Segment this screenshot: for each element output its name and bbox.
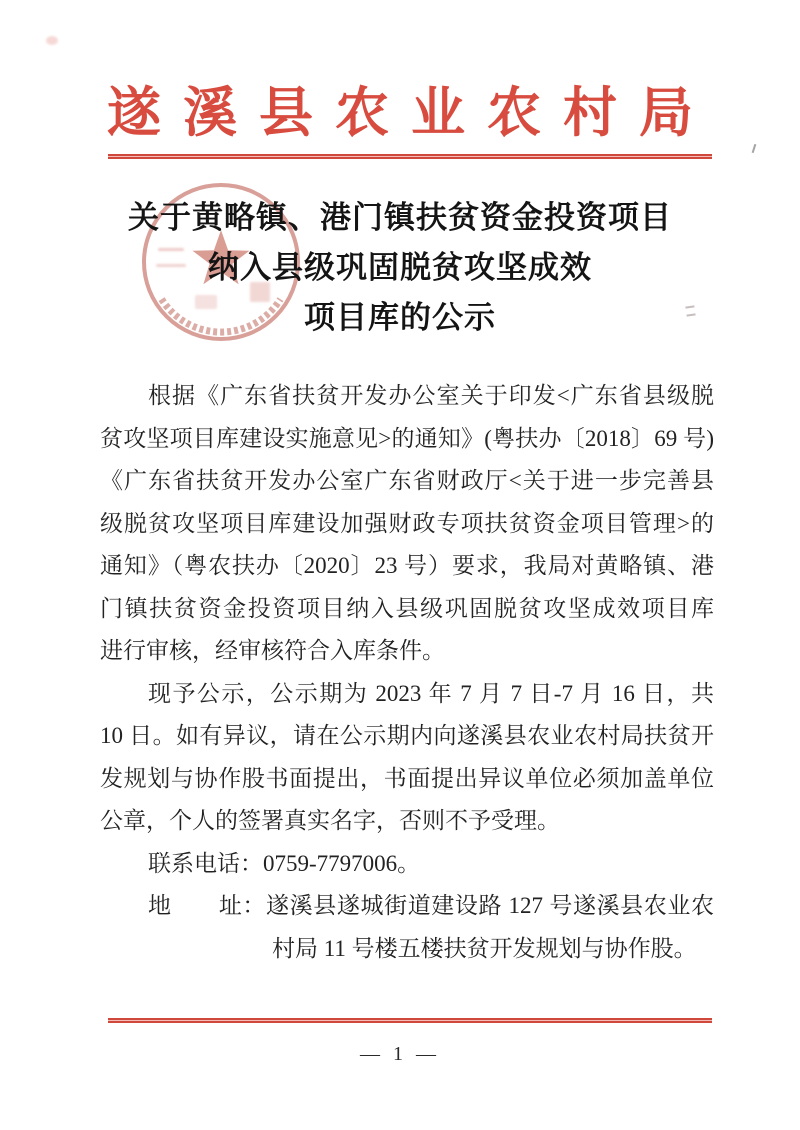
body-line: 公章，个人的签署真实名字，否则不予受理。 xyxy=(100,808,560,833)
body-line: 《广东省扶贫开发办公室广东省财政厅<关于进一步完善县 xyxy=(100,468,714,493)
body-line: 发规划与协作股书面提出，书面提出异议单位必须加盖单位 xyxy=(100,765,714,791)
body-line-address: 地 址：遂溪县遂城街道建设路 127 号遂溪县农业农 xyxy=(148,893,714,918)
body-line: 现予公示，公示期为 2023 年 7 月 7 日-7 月 16 日，共 xyxy=(148,680,714,706)
body-line: 进行审核，经审核符合入库条件。 xyxy=(100,638,445,663)
body-line: 根据《广东省扶贫开发办公室关于印发<广东省县级脱 xyxy=(148,383,714,408)
letterhead-org-name: 遂溪县农业农村局 xyxy=(107,83,715,143)
notice-body xyxy=(100,375,714,970)
body-line: 级脱贫攻坚项目库建设加强财政专项扶贫资金项目管理>的 xyxy=(100,510,714,536)
body-line: 通知》（粤农扶办〔2020〕23 号）要求，我局对黄略镇、港 xyxy=(100,553,714,578)
footer-rule xyxy=(108,1018,712,1023)
letterhead-rule xyxy=(108,154,712,159)
body-line-address-cont: 村局 11 号楼五楼扶贫开发规划与协作股。 xyxy=(272,935,697,961)
scan-smudge xyxy=(46,36,58,45)
notice-title xyxy=(60,193,740,343)
body-line-contact-phone: 联系电话：0759-7797006。 xyxy=(148,850,421,876)
notice-title-line: 关于黄略镇、港门镇扶贫资金投资项目 xyxy=(128,200,672,235)
body-line: 贫攻坚项目库建设实施意见>的通知》(粤扶办〔2018〕69 号) xyxy=(100,425,714,451)
body-line: 门镇扶贫资金投资项目纳入县级巩固脱贫攻坚成效项目库 xyxy=(100,595,714,621)
notice-title-line: 项目库的公示 xyxy=(304,300,496,335)
notice-title-line: 纳入县级巩固脱贫攻坚成效 xyxy=(208,250,592,285)
page-number: — 1 — xyxy=(360,1043,440,1065)
body-line: 10 日。如有异议，请在公示期内向遂溪县农业农村局扶贫开 xyxy=(100,723,714,748)
